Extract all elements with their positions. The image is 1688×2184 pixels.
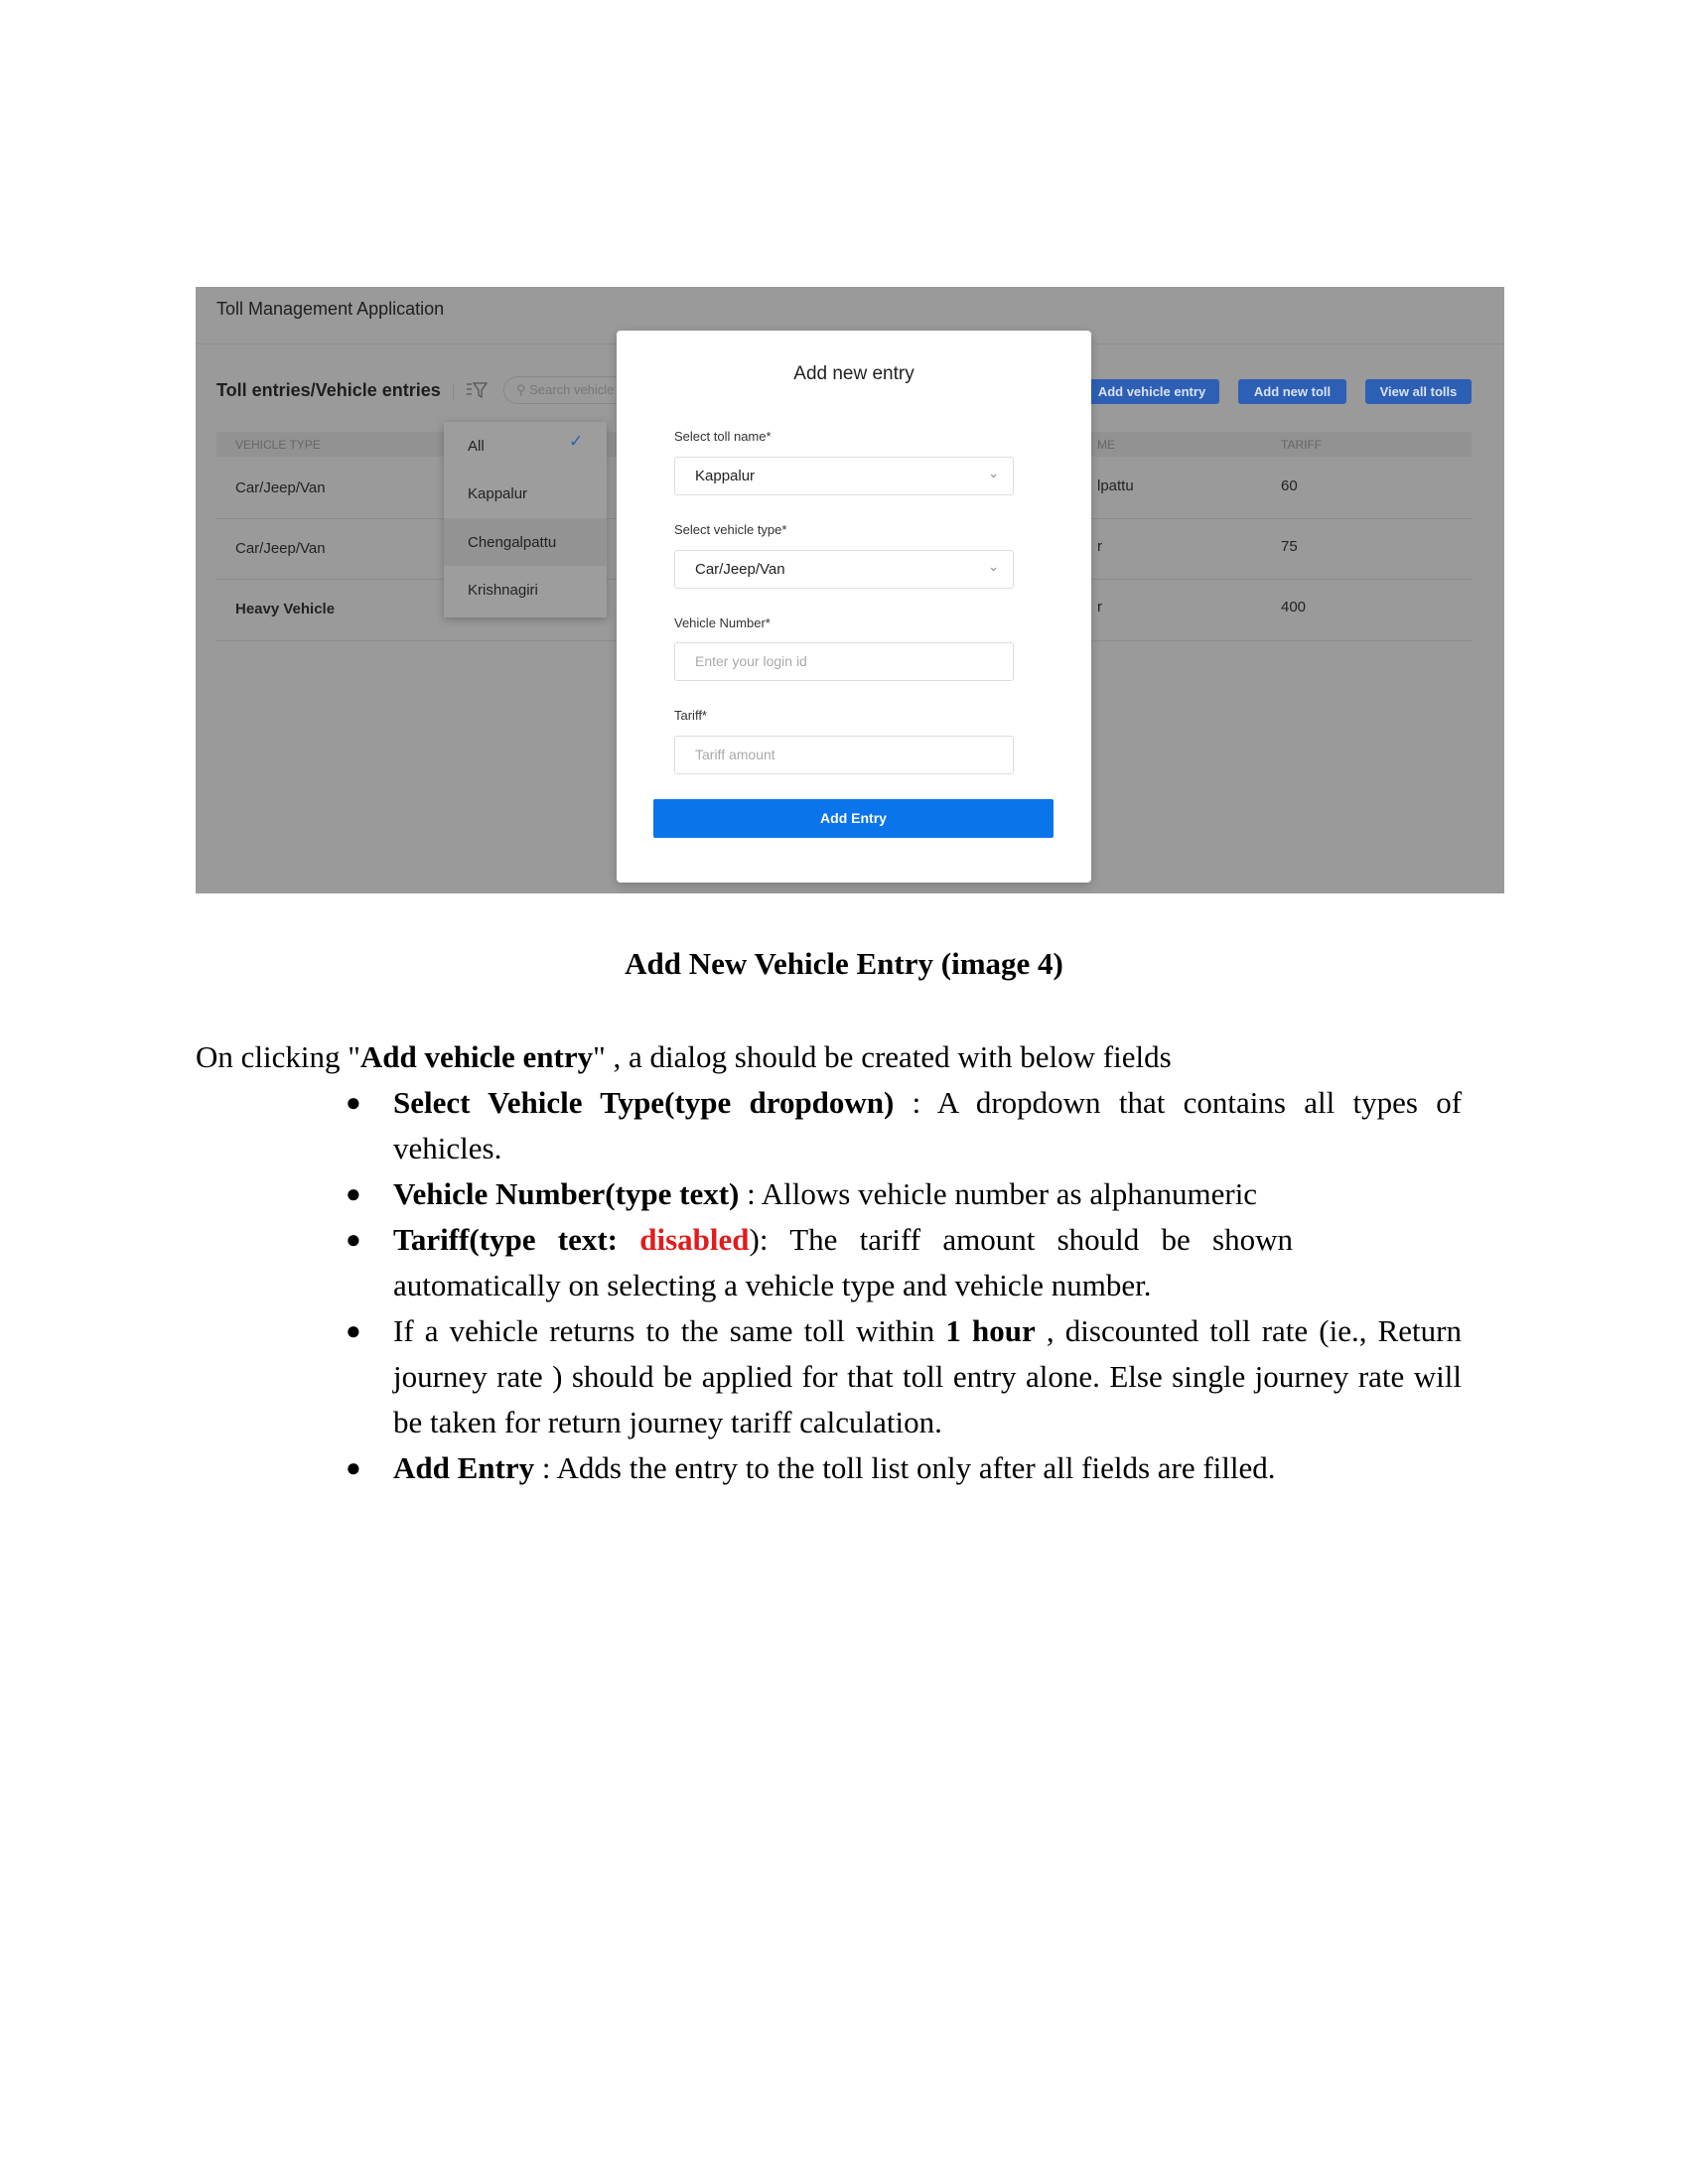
toll-name-label: Select toll name* xyxy=(674,429,772,444)
list-item: ● If a vehicle returns to the same toll within 1 hour , discounted toll rate (ie., Return journey rate ) should be applied for that toll entry alone. Else single journey rate will be taken for return journey tariff calculation. xyxy=(393,1308,1462,1445)
bullet-icon: ● xyxy=(346,1179,361,1208)
column-header-vehicle-type: VEHICLE TYPE xyxy=(235,438,321,452)
add-new-toll-button[interactable]: Add new toll xyxy=(1238,379,1346,404)
bullet-icon: ● xyxy=(346,1088,361,1117)
cell-vehicle-type: Car/Jeep/Van xyxy=(235,479,326,496)
list-item: ● Vehicle Number(type text) : Allows vehicle number as alphanumeric xyxy=(393,1171,1462,1217)
divider xyxy=(453,384,454,400)
disabled-highlight: disabled xyxy=(639,1222,750,1257)
cell-tariff: 400 xyxy=(1281,599,1307,615)
vehicle-number-input[interactable]: Enter your login id xyxy=(674,642,1014,681)
search-icon: ⚲ xyxy=(516,382,530,397)
page-title: Toll entries/Vehicle entries xyxy=(216,380,441,400)
cell-vehicle-type: Heavy Vehicle xyxy=(235,601,336,617)
app-screenshot xyxy=(196,287,1504,893)
dropdown-option-all[interactable]: All xyxy=(468,438,485,455)
toll-filter-dropdown xyxy=(444,422,607,617)
bullet-icon: ● xyxy=(346,1453,361,1482)
check-icon: ✓ xyxy=(569,432,584,451)
list-item: ● Select Vehicle Type(type dropdown) : A dropdown that contains all types of vehicles. xyxy=(393,1080,1462,1171)
vehicle-type-select[interactable]: Car/Jeep/Van ⌄ xyxy=(674,550,1014,589)
add-entry-button[interactable]: Add Entry xyxy=(653,799,1054,838)
cell-vehicle-type: Car/Jeep/Van xyxy=(235,540,326,557)
dropdown-option-chengalpattu[interactable]: Chengalpattu xyxy=(468,534,557,551)
filter-icon[interactable] xyxy=(466,380,488,400)
list-item: ● Tariff(type text: disabled): The tariff amount should be shown xyxy=(393,1217,1293,1263)
requirements-list xyxy=(346,1080,1463,1491)
bullet-icon: ● xyxy=(346,1225,361,1254)
app-title: Toll Management Application xyxy=(216,299,445,319)
dialog-title: Add new entry xyxy=(793,363,914,384)
cell-toll-name: r xyxy=(1097,538,1102,555)
tariff-label: Tariff* xyxy=(674,708,707,723)
cell-toll-name: lpattu xyxy=(1097,478,1134,494)
list-item: ● Add Entry : Adds the entry to the toll list only after all fields are filled. xyxy=(393,1445,1462,1491)
add-vehicle-entry-button[interactable]: Add vehicle entry xyxy=(1084,379,1219,404)
chevron-down-icon: ⌄ xyxy=(988,466,999,480)
column-header-tariff: TARIFF xyxy=(1281,438,1323,452)
cell-toll-name: r xyxy=(1097,599,1102,615)
cell-tariff: 75 xyxy=(1281,538,1298,555)
tariff-input[interactable]: Tariff amount xyxy=(674,736,1014,774)
vehicle-type-label: Select vehicle type* xyxy=(674,522,787,537)
column-header-toll-name: ME xyxy=(1097,438,1115,452)
list-item-continuation: automatically on selecting a vehicle type and vehicle number. xyxy=(393,1268,1152,1302)
search-input[interactable]: ⚲ Search vehicle xyxy=(503,376,642,404)
cell-tariff: 60 xyxy=(1281,478,1298,494)
add-entry-dialog xyxy=(617,331,1091,883)
dropdown-option-krishnagiri[interactable]: Krishnagiri xyxy=(468,582,538,599)
figure-caption: Add New Vehicle Entry (image 4) xyxy=(625,946,1063,981)
chevron-down-icon: ⌄ xyxy=(988,559,999,574)
vehicle-number-label: Vehicle Number* xyxy=(674,615,771,630)
dropdown-option-kappalur[interactable]: Kappalur xyxy=(468,485,528,502)
intro-paragraph: On clicking "Add vehicle entry" , a dialog should be created with below fields xyxy=(196,1039,1172,1074)
toll-name-select[interactable]: Kappalur ⌄ xyxy=(674,457,1014,495)
view-all-tolls-button[interactable]: View all tolls xyxy=(1365,379,1472,404)
bullet-icon: ● xyxy=(346,1316,361,1345)
